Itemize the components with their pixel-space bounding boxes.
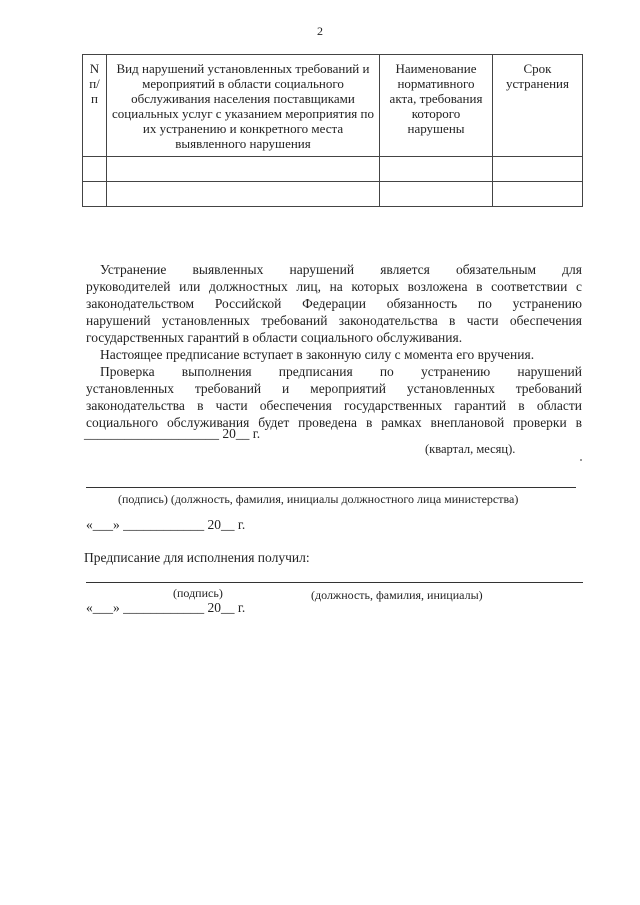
table-header-row bbox=[83, 55, 583, 157]
paragraph-line: социального обслуживания будет проведена в рамках внеплановой проверки в bbox=[86, 415, 582, 430]
paragraph-line: руководителей или должностных лиц, на которых возложена в соответствии с bbox=[86, 279, 582, 294]
date-caption: (квартал, месяц). bbox=[425, 442, 516, 456]
receipt-date: «___» ____________ 20__ г. bbox=[86, 600, 246, 615]
table-cell bbox=[107, 182, 380, 207]
signature-caption: (подпись) (должность, фамилия, инициалы должностного лица министерства) bbox=[118, 492, 519, 506]
receipt-caption-position: (должность, фамилия, инициалы) bbox=[311, 588, 483, 602]
table-cell bbox=[380, 157, 493, 182]
table-cell bbox=[493, 157, 583, 182]
table-cell bbox=[493, 182, 583, 207]
header-deadline: Срок устранения bbox=[493, 55, 583, 157]
header-normative-act: Наименование нормативного акта, требования которого нарушены bbox=[380, 55, 493, 157]
signature-date: «___» ____________ 20__ г. bbox=[86, 517, 246, 532]
header-violation-type: Вид нарушений установленных требований и мероприятий в области социального обслуживания населения поставщиками социальных услуг с указанием мероприятия по их устранению и конкретного места выявленного нарушения bbox=[107, 55, 380, 157]
violations-table bbox=[82, 54, 583, 207]
paragraph-line: законодательства в части обеспечения государственных гарантий в области bbox=[86, 398, 582, 413]
signature-line bbox=[86, 487, 576, 488]
paragraph-line: Проверка выполнения предписания по устранению нарушений bbox=[100, 364, 582, 379]
table-cell bbox=[83, 182, 107, 207]
inspection-date-field: ____________________ 20__ г. bbox=[84, 426, 261, 441]
scan-speck bbox=[580, 459, 582, 461]
receipt-caption-signature: (подпись) bbox=[173, 586, 223, 600]
paragraph-effective: Настоящее предписание вступает в законную силу с момента его вручения. bbox=[100, 347, 535, 362]
paragraph-line: государственных гарантий в области социального обслуживания. bbox=[86, 330, 463, 345]
paragraph-line: нарушений установленных требований законодательства в части обеспечения bbox=[86, 313, 582, 328]
receipt-label: Предписание для исполнения получил: bbox=[84, 550, 310, 565]
paragraph-line: установленных требований и мероприятий установленных требований bbox=[86, 381, 582, 396]
table-cell bbox=[83, 157, 107, 182]
table-cell bbox=[380, 182, 493, 207]
header-number: N п/п bbox=[83, 55, 107, 157]
table-cell bbox=[107, 157, 380, 182]
receipt-signature-line bbox=[86, 582, 583, 583]
table-row bbox=[83, 182, 583, 207]
paragraph-line: Устранение выявленных нарушений является обязательным для bbox=[100, 262, 582, 277]
paragraph-line: законодательством Российской Федерации обязанность по устранению bbox=[86, 296, 582, 311]
table-row bbox=[83, 157, 583, 182]
page-number: 2 bbox=[317, 24, 323, 38]
